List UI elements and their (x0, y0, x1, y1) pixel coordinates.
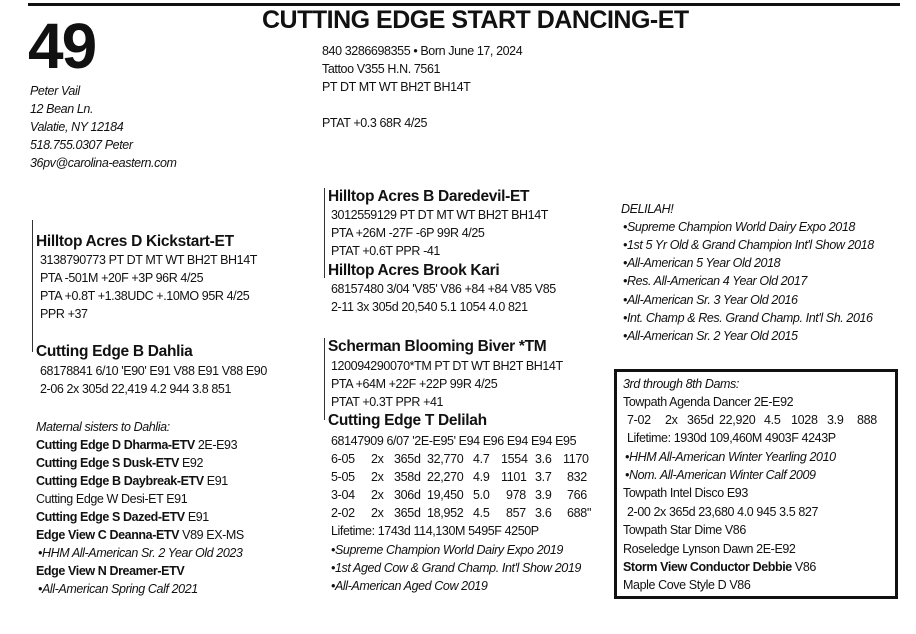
pedigree-connector-sire (32, 220, 33, 352)
list-item: •All-American 5 Year Old 2018 (623, 256, 781, 270)
sire-dam-name: Hilltop Acres Brook Kari (328, 262, 500, 279)
list-item: •1st 5 Yr Old & Grand Champion Int'l Show 2018 (623, 238, 874, 252)
list-item: •Supreme Champion World Dairy Expo 2018 (623, 220, 855, 234)
sire-dam-line-1: 68157480 3/04 'V85' V86 +84 +84 V85 V85 (331, 282, 556, 296)
sire-line-4: PPR +37 (40, 307, 88, 321)
dam-sire-line-2: PTA +64M +22F +22P 99R 4/25 (331, 377, 498, 391)
disco-record: 2-00 2x 365d 23,680 4.0 945 3.5 827 (627, 505, 819, 519)
dam-name: Cutting Edge B Dahlia (36, 343, 193, 360)
agenda-honor-2: •Nom. All-American Winter Calf 2009 (625, 468, 816, 482)
dams-box-heading: 3rd through 8th Dams: (623, 377, 739, 391)
delilah-heading: DELILAH! (621, 202, 674, 216)
consignor-address2: Valatie, NY 12184 (30, 120, 124, 134)
list-item: Edge View C Deanna-ETV V89 EX-MS (36, 528, 244, 542)
page-title: CUTTING EDGE START DANCING-ET (262, 6, 689, 34)
dam-dam-name: Cutting Edge T Delilah (328, 412, 487, 429)
list-item: •Int. Champ & Res. Grand Champ. Int'l Sh. 2016 (623, 311, 873, 325)
list-item: •HHM All-American Sr. 2 Year Old 2023 (38, 546, 243, 560)
dam-dam-honor-3: •All-American Aged Cow 2019 (331, 579, 488, 593)
dam-sire-line-3: PTAT +0.3T PPR +41 (331, 395, 444, 409)
list-item: Cutting Edge B Daybreak-ETV E91 (36, 474, 228, 488)
table-row: 6-05 2x 365d 32,770 4.7 1554 3.6 1170 (331, 452, 589, 466)
dam-line-2: 2-06 2x 305d 22,419 4.2 944 3.8 851 (40, 382, 232, 396)
dam-sire-line-1: 120094290070*TM PT DT WT BH2T BH14T (331, 359, 563, 373)
sire-line-1: 3138790773 PT DT MT WT BH2T BH14T (40, 253, 258, 267)
debbie-name: Storm View Conductor Debbie V86 (623, 560, 816, 574)
sire-sire-line-3: PTAT +0.6T PPR -41 (331, 244, 440, 258)
dam-dam-honor-2: •1st Aged Cow & Grand Champ. Int'l Show 2019 (331, 561, 581, 575)
list-item: Cutting Edge S Dusk-ETV E92 (36, 456, 204, 470)
sire-dam-line-2: 2-11 3x 305d 20,540 5.1 1054 4.0 821 (331, 300, 528, 314)
list-item: Cutting Edge W Desi-ET E91 (36, 492, 188, 506)
dam-dam-honor-1: •Supreme Champion World Dairy Expo 2019 (331, 543, 563, 557)
sire-sire-line-2: PTA +26M -27F -6P 99R 4/25 (331, 226, 485, 240)
dawn-name: Roseledge Lynson Dawn 2E-E92 (623, 542, 796, 556)
tattoo-line: Tattoo V355 H.N. 7561 (322, 62, 441, 76)
list-item: Cutting Edge S Dazed-ETV E91 (36, 510, 209, 524)
dam-sire-name: Scherman Blooming Biver *TM (328, 338, 547, 355)
lot-number: 49 (28, 10, 96, 82)
list-item: •All-American Spring Calf 2021 (38, 582, 198, 596)
list-item: Cutting Edge D Dharma-ETV 2E-E93 (36, 438, 238, 452)
sire-sire-name: Hilltop Acres B Daredevil-ET (328, 188, 530, 205)
table-row: 7-02 2x 365d 22,920 4.5 1028 3.9 888 (627, 413, 877, 427)
table-row: 5-05 2x 358d 22,270 4.9 1101 3.7 832 (331, 470, 587, 484)
ptat-line: PTAT +0.3 68R 4/25 (322, 116, 428, 130)
dam-dam-id-line: 68147909 6/07 '2E-E95' E94 E96 E94 E94 E95 (331, 434, 577, 448)
sire-sire-line-1: 3012559129 PT DT MT WT BH2T BH14T (331, 208, 549, 222)
style-name: Maple Cove Style D V86 (623, 578, 751, 592)
table-row: 2-02 2x 365d 18,952 4.5 857 3.6 688" (331, 506, 592, 520)
list-item: Edge View N Dreamer-ETV (36, 564, 185, 578)
agenda-name: Towpath Agenda Dancer 2E-E92 (623, 395, 794, 409)
sire-line-3: PTA +0.8T +1.38UDC +.10MO 95R 4/25 (40, 289, 250, 303)
pedigree-connector-dam-sire (324, 338, 325, 420)
consignor-phone: 518.755.0307 Peter (30, 138, 133, 152)
genetic-codes: PT DT MT WT BH2T BH14T (322, 80, 471, 94)
pedigree-connector-sire-sire (324, 188, 325, 278)
consignor-email[interactable]: 36pv@carolina-eastern.com (30, 156, 177, 170)
list-item: •All-American Sr. 3 Year Old 2016 (623, 293, 798, 307)
consignor-name: Peter Vail (30, 84, 80, 98)
maternal-heading: Maternal sisters to Dahlia: (36, 420, 170, 434)
disco-name: Towpath Intel Disco E93 (623, 486, 748, 500)
dime-name: Towpath Star Dime V86 (623, 523, 746, 537)
agenda-honor-1: •HHM All-American Winter Yearling 2010 (625, 450, 836, 464)
list-item: •All-American Sr. 2 Year Old 2015 (623, 329, 798, 343)
sire-name: Hilltop Acres D Kickstart-ET (36, 233, 234, 250)
sire-line-2: PTA -501M +20F +3P 96R 4/25 (40, 271, 204, 285)
registration-line: 840 3286698355 • Born June 17, 2024 (322, 44, 523, 58)
table-row: 3-04 2x 306d 19,450 5.0 978 3.9 766 (331, 488, 587, 502)
dam-line-1: 68178841 6/10 'E90' E91 V88 E91 V88 E90 (40, 364, 267, 378)
consignor-address1: 12 Bean Ln. (30, 102, 94, 116)
list-item: •Res. All-American 4 Year Old 2017 (623, 274, 807, 288)
agenda-lifetime: Lifetime: 1930d 109,460M 4903F 4243P (627, 431, 836, 445)
dam-dam-lifetime: Lifetime: 1743d 114,130M 5495F 4250P (331, 524, 539, 538)
